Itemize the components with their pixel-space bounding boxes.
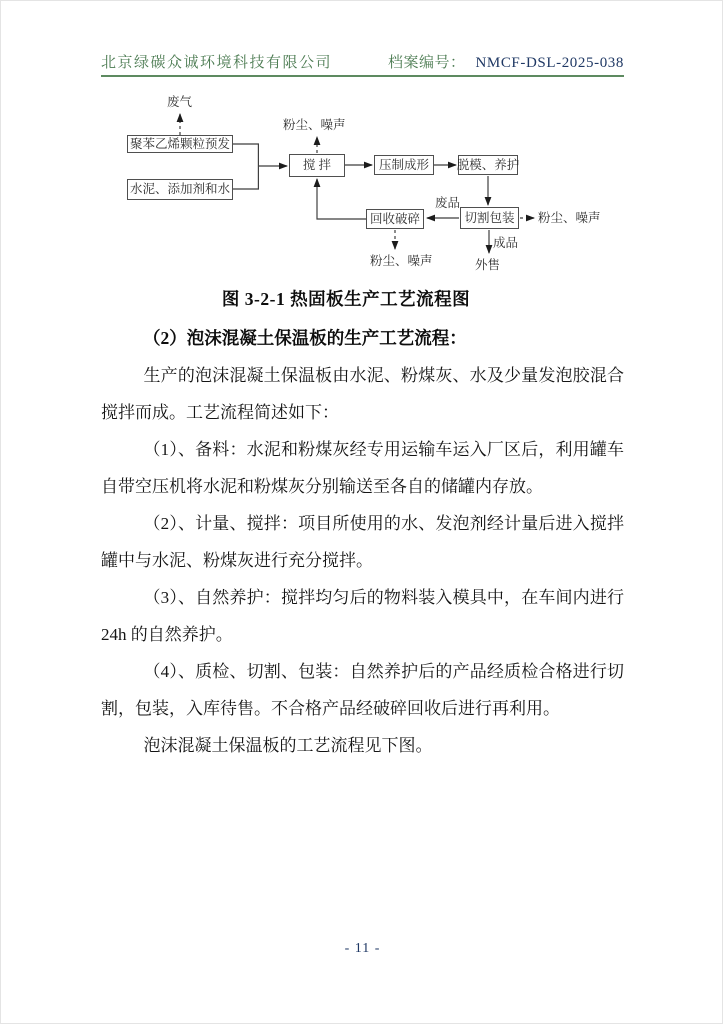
archive-number: NMCF-DSL-2025-038 — [475, 55, 624, 71]
arrow-recycling-feedback — [317, 179, 366, 219]
page-header — [101, 51, 624, 72]
node-cement-mix: 水泥、添加剂和水 — [127, 179, 233, 200]
paragraph: 泡沫混凝土保温板的工艺流程见下图。 — [143, 736, 433, 755]
node-cutting: 切割包装 — [460, 207, 519, 229]
label-dust-noise-cutting: 粉尘、噪声 — [538, 211, 601, 225]
archive-label: 档案编号： — [387, 55, 466, 71]
header-rule — [101, 75, 624, 77]
paragraph: （3）、自然养护：搅拌均匀后的物料装入模具中，在车间内进行 24h 的自然养护。 — [101, 588, 624, 644]
paragraph: （2）、计量、搅拌：项目所使用的水、发泡剂经计量后进入搅拌罐中与水泥、粉煤灰进行充分搅拌。 — [101, 514, 624, 570]
figure-caption: 图 3-2-1 热固板生产工艺流程图 — [221, 289, 471, 309]
paragraph: （1）、备料：水泥和粉煤灰经专用运输车运入厂区后，利用罐车自带空压机将水泥和粉煤灰分别输送至各自的储罐内存放。 — [101, 440, 624, 496]
node-mixing: 搅 拌 — [289, 154, 345, 177]
page-number: - 11 - — [344, 941, 381, 956]
label-finished-product: 成品 — [493, 236, 519, 250]
paragraph: （4）、质检、切割、包装：自然养护后的产品经质检合格进行切割，包装，入库待售。不合格产品经破碎回收后进行再利用。 — [101, 662, 624, 718]
label-dust-noise-mixing: 粉尘、噪声 — [283, 118, 346, 132]
body-text — [101, 320, 624, 764]
label-dust-noise-recycling: 粉尘、噪声 — [370, 254, 433, 268]
section-heading: （2）泡沫混凝土保温板的生产工艺流程： — [143, 328, 467, 348]
label-waste-gas: 废气 — [167, 95, 193, 109]
node-pre-expansion: 聚苯乙烯颗粒预发 — [127, 135, 233, 153]
label-scrap: 废品 — [435, 196, 461, 210]
node-pressing: 压制成形 — [374, 155, 434, 175]
node-demolding: 脱模、养护 — [458, 155, 518, 175]
archive-number-group — [388, 51, 624, 72]
node-recycling: 回收破碎 — [366, 209, 424, 229]
label-external-sale: 外售 — [475, 258, 501, 272]
paragraph: 生产的泡沫混凝土保温板由水泥、粉煤灰、水及少量发泡胶混合搅拌而成。工艺流程简述如下： — [101, 366, 624, 422]
company-name: 北京绿碳众诚环境科技有限公司 — [101, 55, 333, 71]
process-flowchart — [101, 89, 626, 284]
